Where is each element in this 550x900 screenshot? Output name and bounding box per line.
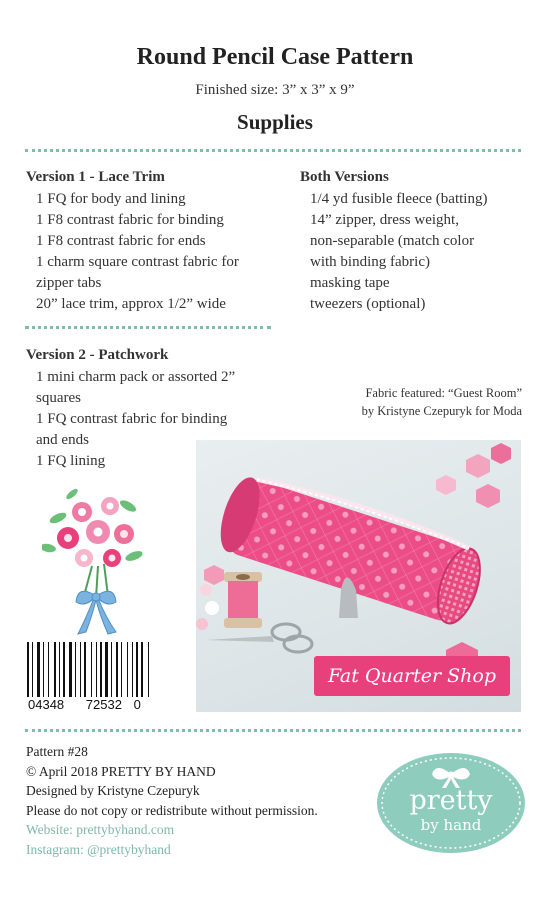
both-versions-section	[300, 167, 525, 315]
barcode-bar	[100, 642, 102, 698]
barcode-bar	[54, 642, 56, 698]
both-versions-heading: Both Versions	[300, 169, 389, 185]
divider-top	[25, 149, 521, 152]
barcode-bar	[69, 642, 72, 698]
logo-word-by-hand: by hand	[420, 816, 482, 834]
barcode-bar	[136, 642, 138, 698]
list-item: masking tape	[310, 275, 390, 291]
barcode-bar	[96, 642, 97, 698]
barcode-group-1: 04348	[28, 697, 65, 712]
list-item: 1 FQ lining	[36, 453, 106, 469]
barcode-bar	[27, 642, 29, 698]
logo-word-pretty: pretty	[409, 785, 493, 816]
version2-heading: Version 2 - Patchwork	[26, 347, 169, 363]
fabric-credit-line2: by Kristyne Czepuryk for Moda	[361, 404, 522, 418]
copy-notice: Please do not copy or redistribute without permission.	[26, 802, 318, 818]
flower-bouquet-icon	[42, 486, 148, 638]
barcode-bar	[63, 642, 65, 698]
website-link[interactable]: Website: prettybyhand.com	[26, 822, 175, 837]
list-item: 1 mini charm pack or assorted 2”	[36, 369, 236, 385]
barcode-bar	[80, 642, 81, 698]
page-title: Round Pencil Case Pattern	[136, 44, 414, 70]
barcode-bar	[91, 642, 92, 698]
barcode-bar	[43, 642, 44, 698]
list-item: 1 FQ for body and lining	[36, 191, 186, 207]
barcode-bar	[48, 642, 49, 698]
list-item: 1 charm square contrast fabric for	[36, 254, 239, 270]
list-item: non-separable (match color	[310, 233, 475, 249]
barcode-bar	[127, 642, 128, 698]
copyright: © April 2018 PRETTY BY HAND	[26, 763, 216, 779]
barcode-bar	[116, 642, 118, 698]
barcode-group-2: 72532	[85, 697, 122, 712]
barcode-bar	[32, 642, 33, 698]
barcode-bar	[105, 642, 108, 698]
list-item: and ends	[36, 432, 89, 448]
list-item: 1 FQ contrast fabric for binding	[36, 411, 228, 427]
barcode-bar	[75, 642, 76, 698]
barcode-bar	[59, 642, 60, 698]
barcode-digits	[26, 697, 178, 712]
barcode-bar	[148, 642, 149, 698]
fabric-credit-line1: Fabric featured: “Guest Room”	[365, 386, 522, 400]
product-photo	[196, 440, 521, 712]
barcode-bar	[111, 642, 112, 698]
supplies-heading: Supplies	[237, 110, 313, 134]
list-item: tweezers (optional)	[310, 296, 426, 312]
list-item: zipper tabs	[36, 275, 102, 291]
designer: Designed by Kristyne Czepuryk	[26, 783, 200, 798]
finished-size: Finished size: 3” x 3” x 9”	[195, 82, 355, 98]
barcode-bar	[141, 642, 143, 698]
footer	[26, 742, 318, 859]
barcode-bar	[121, 642, 122, 698]
shop-badge	[314, 656, 510, 696]
fabric-credit	[300, 384, 522, 420]
barcode-check-digit: 0	[133, 697, 141, 712]
barcode-bar	[132, 642, 133, 698]
divider-mid	[25, 326, 271, 329]
pattern-number: Pattern #28	[26, 744, 88, 759]
list-item: 1 F8 contrast fabric for ends	[36, 233, 206, 249]
list-item: squares	[36, 390, 81, 406]
list-item: 1/4 yd fusible fleece (batting)	[310, 191, 488, 207]
version1-heading: Version 1 - Lace Trim	[26, 169, 165, 185]
list-item: 1 F8 contrast fabric for binding	[36, 212, 224, 228]
barcode-bar	[37, 642, 40, 698]
list-item: 20” lace trim, approx 1/2” wide	[36, 296, 226, 312]
instagram-link[interactable]: Instagram: @prettybyhand	[26, 841, 171, 857]
list-item: with binding fabric)	[310, 254, 430, 270]
list-item: 14” zipper, dress weight,	[310, 212, 459, 228]
barcode-bar	[84, 642, 86, 698]
version1-section	[26, 167, 296, 315]
divider-bottom	[25, 729, 521, 732]
shop-badge-label: Fat Quarter Shop	[328, 665, 496, 687]
logo-text	[376, 786, 526, 834]
